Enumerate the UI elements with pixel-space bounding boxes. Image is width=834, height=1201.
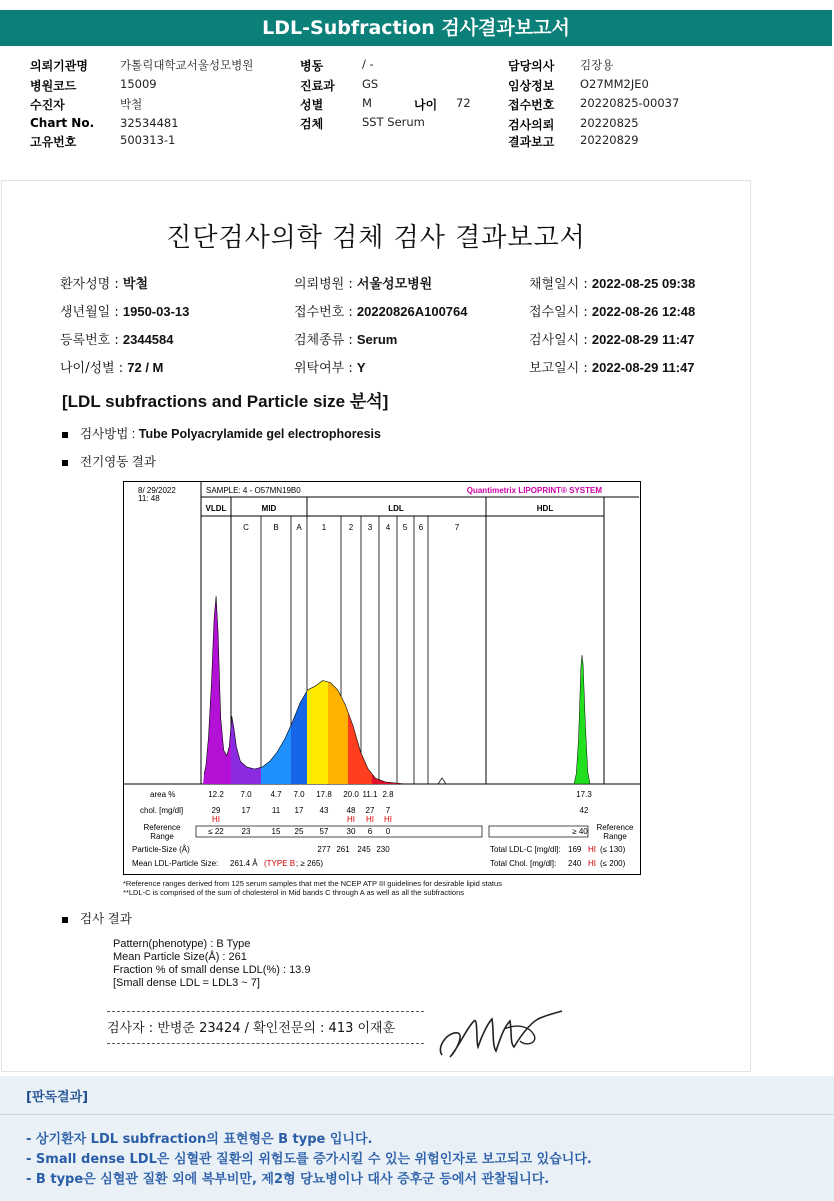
total-chol-ref: (≤ 200) — [600, 859, 626, 868]
row-label-ref2: Range — [150, 832, 174, 841]
group-vldl: VLDL — [205, 504, 227, 513]
chart-no-label: Chart No. — [30, 116, 95, 130]
info-registration-number — [60, 329, 174, 348]
chart-time: 11: 48 — [138, 494, 160, 503]
particle-size-value: 245 — [357, 845, 371, 854]
sex-label: 성별 — [300, 98, 324, 112]
reference-value: ≤ 22 — [208, 827, 224, 836]
info-label: 보고일시 : — [529, 361, 592, 376]
info-label: 나이/성별 : — [60, 361, 128, 376]
band7-marker — [438, 778, 446, 784]
total-ldl-value: 169 — [568, 845, 582, 854]
total-ldl-ref: (≤ 130) — [600, 845, 626, 854]
reference-value: 6 — [367, 827, 373, 836]
panel-divider — [0, 1114, 834, 1115]
footnote-reference: *Reference ranges derived from 125 serum samples that met the NCEP ATP III guidelines for desirable lipid status — [123, 879, 502, 888]
group-mid: MID — [261, 504, 277, 513]
chart-profile — [202, 596, 590, 784]
info-value: 2022-08-26 12:48 — [591, 304, 696, 319]
ldl3-area — [348, 712, 372, 784]
divider-bottom — [107, 1043, 424, 1044]
ldl1-area — [307, 681, 328, 784]
interpretation-line-1: - 상기환자 LDL subfraction의 표현형은 B type 입니다. — [26, 1132, 373, 1147]
bullet-icon — [62, 460, 68, 466]
interpretation-panel — [0, 1076, 834, 1201]
info-test-time — [529, 329, 695, 348]
reference-value: 57 — [319, 827, 329, 836]
mid-b-area — [261, 725, 291, 784]
bullet-icon — [62, 432, 68, 438]
mean-value: 261.4 Å — [230, 859, 258, 868]
hdl-peak — [574, 655, 590, 784]
chart-no-value: 32534481 — [120, 116, 179, 130]
info-value: 2022-08-29 11:47 — [591, 332, 695, 347]
info-birth-date — [60, 301, 189, 320]
doctor-value: 김장용 — [580, 58, 614, 72]
area-value: 20.0 — [343, 790, 359, 799]
area-value: 17.3 — [576, 790, 592, 799]
receipt-no-value: 20220825-00037 — [580, 96, 680, 110]
electrophoresis-chart — [123, 481, 641, 875]
specimen-label: 검체 — [300, 117, 324, 131]
ldl4-area — [372, 774, 414, 784]
bullet-icon — [62, 917, 68, 923]
interpretation-line-3: - B type은 심혈관 질환 외에 복부비만, 제2형 당뇨병이나 대사 증후군 등에서 관찰됩니다. — [26, 1172, 550, 1187]
band-label-5: 5 — [402, 523, 408, 532]
unique-no-label: 고유번호 — [30, 135, 77, 149]
reference-box-left — [196, 826, 482, 837]
receipt-no-label: 접수번호 — [508, 98, 555, 112]
footnote-ldlc: **LDL-C is comprised of the sum of cholesterol in Mid bands C through A as well as all the subfractions — [123, 888, 465, 897]
chart-date: 8/ 29/2022 — [138, 486, 176, 495]
band-label-C: C — [243, 523, 249, 532]
band-label-B: B — [273, 523, 279, 532]
unique-no-value: 500313-1 — [120, 133, 176, 147]
chol-value: 7 — [385, 806, 391, 815]
report-date-value: 20220829 — [580, 133, 639, 147]
reference-value: 0 — [385, 827, 391, 836]
band-label-6: 6 — [418, 523, 424, 532]
hospital-label: 의뢰기관명 — [30, 59, 88, 73]
hi-flag: HI — [384, 815, 392, 824]
hi-flag: HI — [212, 815, 220, 824]
info-label: 검사일시 : — [529, 333, 592, 348]
result-pattern: Pattern(phenotype) : B Type — [113, 938, 251, 950]
specimen-value: SST Serum — [362, 115, 425, 129]
age-label: 나이 — [414, 98, 438, 112]
info-label: 채혈일시 : — [529, 277, 592, 292]
patient-value: 박철 — [120, 97, 143, 111]
chol-value: 11 — [271, 806, 281, 815]
group-hdl: HDL — [536, 504, 554, 513]
info-label: 접수일시 : — [529, 305, 592, 320]
info-value: 72 / M — [127, 360, 164, 375]
signature-line: 검사자 : 반병준 23424 / 확인전문의 : 413 이재훈 — [107, 1021, 396, 1036]
info-value: 2022-08-25 09:38 — [591, 276, 696, 291]
reference-value: 23 — [241, 827, 251, 836]
result-line — [62, 909, 132, 927]
group-ldl: LDL — [388, 504, 404, 513]
chart-labels — [132, 486, 634, 868]
band-label-1: 1 — [321, 523, 327, 532]
method-label: 검사방법 : — [80, 427, 139, 441]
reference-value: 30 — [346, 827, 356, 836]
total-ldl-label: Total LDL-C [mg/dl]: — [490, 845, 561, 854]
request-date-label: 검사의뢰 — [508, 118, 555, 132]
chol-value: 17 — [241, 806, 251, 815]
total-chol-value: 240 — [568, 859, 582, 868]
age-value: 72 — [456, 96, 471, 110]
area-value: 7.0 — [240, 790, 252, 799]
hi-flag: HI — [347, 815, 355, 824]
scanned-report — [1, 180, 751, 1072]
chol-value: 48 — [346, 806, 356, 815]
reference-value: ≥ 40 — [572, 827, 588, 836]
sex-value: M — [362, 96, 372, 110]
area-value: 12.2 — [208, 790, 224, 799]
info-label: 위탁여부 : — [294, 361, 357, 376]
signature-drawing — [434, 1001, 564, 1069]
result-particle-size: Mean Particle Size(Å) : 261 — [113, 951, 247, 963]
band-label-2: 2 — [348, 523, 354, 532]
chol-value: 42 — [579, 806, 589, 815]
info-value: Serum — [356, 332, 398, 347]
info-value: 박철 — [122, 276, 149, 291]
dept-value: GS — [362, 77, 379, 91]
interpretation-title: [판독결과] — [26, 1090, 89, 1105]
info-consignment — [294, 357, 366, 376]
row-label-ref-right2: Range — [603, 832, 627, 841]
hi-flag: HI — [588, 859, 596, 868]
electro-line — [62, 452, 156, 470]
result-small-dense-definition: [Small dense LDL = LDL3 ~ 7] — [113, 977, 260, 989]
row-label-ref: Reference — [143, 823, 181, 832]
row-label-area: area % — [150, 790, 176, 799]
ldl2-area — [328, 682, 348, 784]
info-label: 접수번호 : — [294, 305, 357, 320]
doctor-label: 담당의사 — [508, 59, 555, 73]
chart-sample: SAMPLE: 4 - O57MN19B0 — [206, 486, 301, 495]
electro-label: 전기영동 결과 — [80, 455, 156, 469]
hi-flag: HI — [588, 845, 596, 854]
band-label-7: 7 — [454, 523, 460, 532]
area-value: 7.0 — [293, 790, 305, 799]
info-label: 생년월일 : — [60, 305, 123, 320]
info-label: 검체종류 : — [294, 333, 357, 348]
total-chol-label: Total Chol. [mg/dl]: — [490, 859, 557, 868]
chol-value: 17 — [294, 806, 304, 815]
result-label: 검사 결과 — [80, 912, 132, 926]
row-label-chol: chol. [mg/dl] — [140, 806, 184, 815]
info-collection-time — [529, 273, 695, 292]
report-title-bar: LDL-Subfraction 검사결과보고서 — [0, 10, 832, 46]
dept-label: 진료과 — [300, 79, 335, 93]
info-receipt-time — [529, 301, 695, 320]
info-value: 서울성모병원 — [356, 276, 433, 291]
ward-label: 병동 — [300, 59, 324, 73]
hospital-value: 가톨릭대학교서울성모병원 — [120, 58, 254, 72]
request-date-value: 20220825 — [580, 116, 639, 130]
info-value: 2344584 — [122, 332, 174, 347]
chart-brand: Quantimetrix LIPOPRINT® SYSTEM — [466, 486, 602, 495]
hospital-code-value: 15009 — [120, 77, 157, 91]
info-label: 환자성명 : — [60, 277, 123, 292]
info-patient-name — [60, 273, 148, 292]
info-age-sex — [60, 357, 163, 376]
area-value: 17.8 — [316, 790, 332, 799]
area-value: 2.8 — [382, 790, 394, 799]
band-label-4: 4 — [385, 523, 391, 532]
info-receipt-number — [294, 301, 468, 320]
info-requesting-hospital — [294, 273, 432, 292]
row-label-ref-right: Reference — [596, 823, 634, 832]
patient-label: 수진자 — [30, 98, 65, 112]
method-line — [62, 424, 381, 442]
area-value: 4.7 — [270, 790, 282, 799]
result-small-dense-fraction: Fraction % of small dense LDL(%) : 13.9 — [113, 964, 311, 976]
chol-value: 29 — [211, 806, 221, 815]
reference-value: 25 — [294, 827, 304, 836]
hi-flag: HI — [366, 815, 374, 824]
info-label: 등록번호 : — [60, 333, 123, 348]
area-value: 11.1 — [362, 790, 378, 799]
report-heading: 진단검사의학 검체 검사 결과보고서 — [166, 223, 586, 253]
mid-c-area — [231, 718, 261, 784]
section-title: [LDL subfractions and Particle size 분석] — [62, 392, 389, 411]
info-value: Y — [356, 360, 366, 375]
particle-size-value: 261 — [336, 845, 350, 854]
info-value: 1950-03-13 — [122, 304, 190, 319]
info-label: 의뢰병원 : — [294, 277, 357, 292]
row-label-particle: Particle-Size (Å) — [132, 845, 190, 854]
mean-ref: ; ≥ 265) — [296, 859, 324, 868]
info-specimen-type — [294, 329, 397, 348]
divider-top — [107, 1011, 424, 1012]
ward-value: / - — [362, 57, 374, 71]
interpretation-line-2: - Small dense LDL은 심혈관 질환의 위험도를 증가시킬 수 있는 위험인자로 보고되고 있습니다. — [26, 1152, 592, 1167]
particle-size-value: 230 — [376, 845, 390, 854]
chol-value: 27 — [365, 806, 375, 815]
method-value: Tube Polyacrylamide gel electrophoresis — [138, 427, 381, 441]
band-label-A: A — [296, 523, 302, 532]
info-value: 2022-08-29 11:47 — [591, 360, 695, 375]
info-value: 20220826A100764 — [356, 304, 468, 319]
chol-value: 43 — [319, 806, 329, 815]
particle-size-value: 277 — [317, 845, 331, 854]
report-date-label: 결과보고 — [508, 135, 555, 149]
hospital-code-label: 병원코드 — [30, 79, 77, 93]
clinical-info-label: 임상정보 — [508, 79, 555, 93]
chart-svg — [124, 482, 640, 874]
info-report-time — [529, 357, 695, 376]
band-label-3: 3 — [367, 523, 373, 532]
clinical-info-value: O27MM2JE0 — [580, 77, 649, 91]
mean-label: Mean LDL-Particle Size: — [132, 859, 219, 868]
mean-type: (TYPE B — [264, 859, 296, 868]
reference-value: 15 — [271, 827, 281, 836]
